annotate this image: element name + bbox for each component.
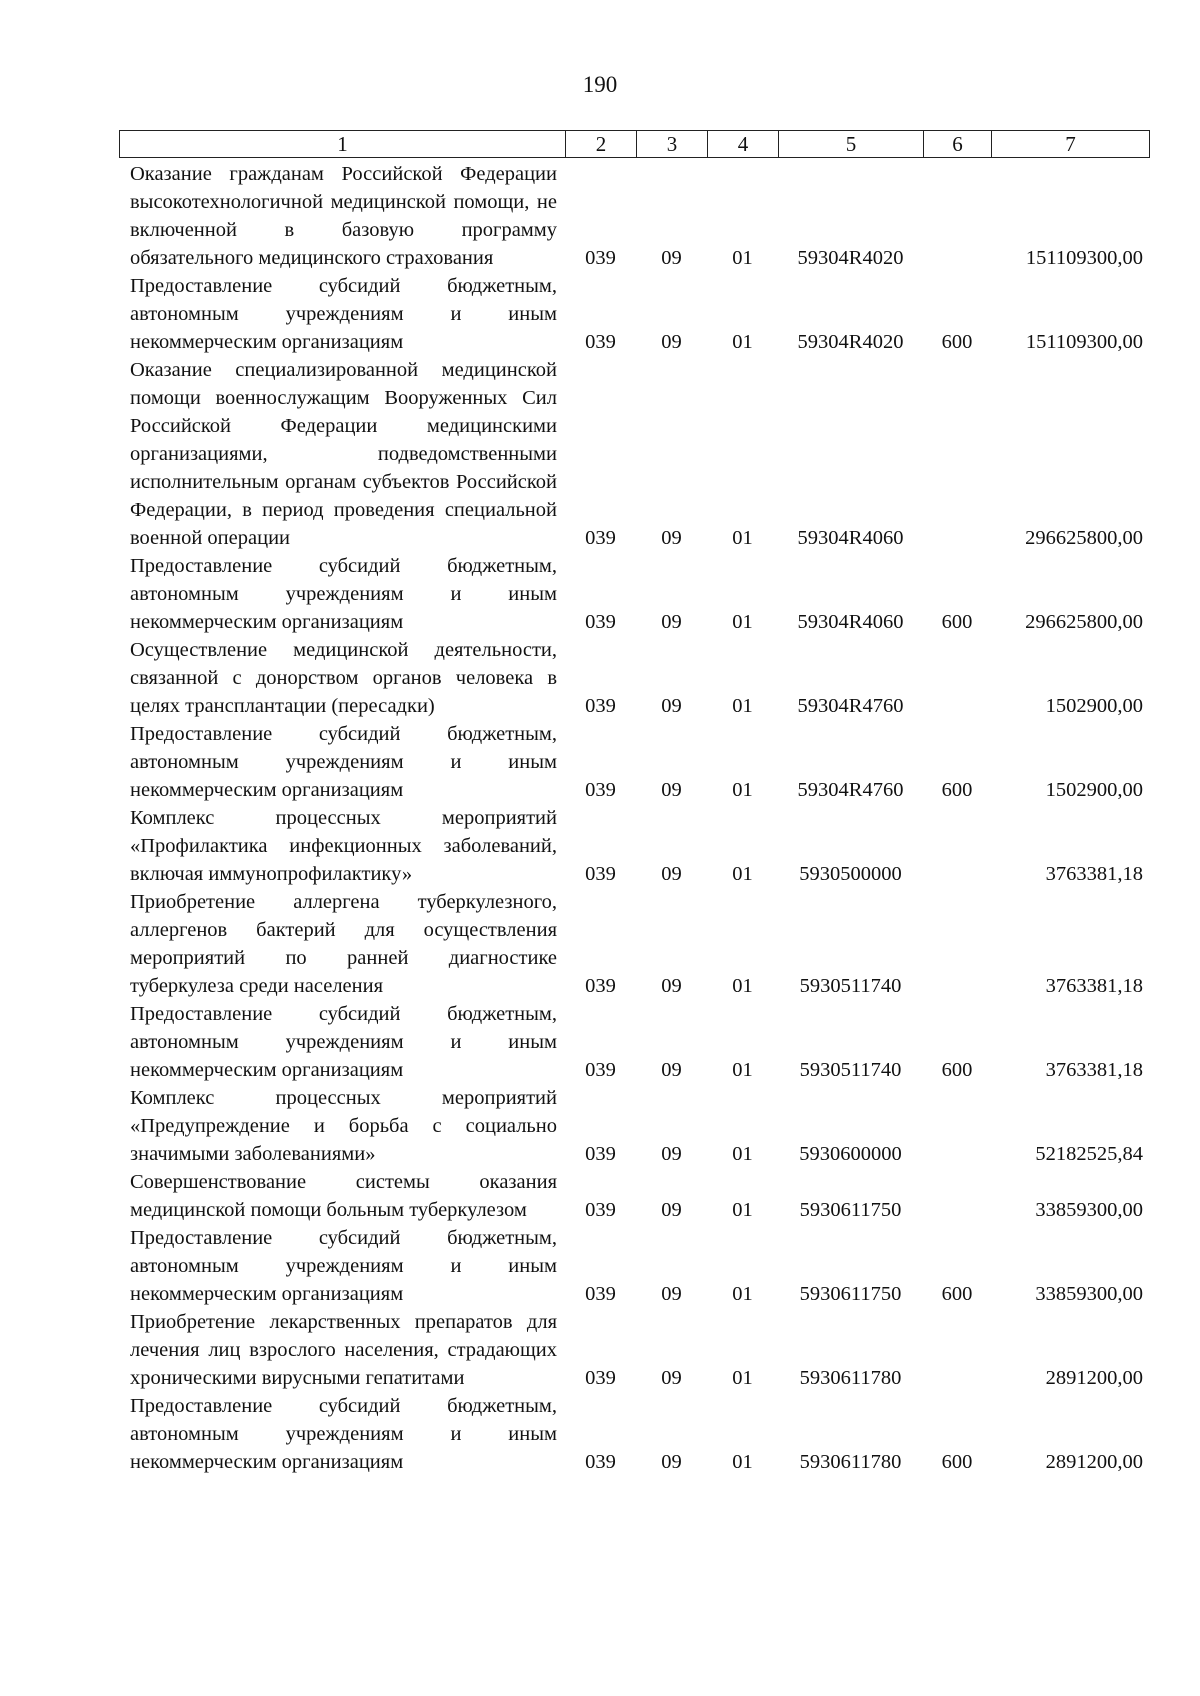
- row-name: Предоставление субсидий бюджетным, автономным учреждениям и иным некоммерческим организациям: [130, 555, 557, 633]
- row-grbs-code: 039: [585, 527, 616, 549]
- row-grbs-code: 039: [585, 779, 616, 801]
- row-subsection-code: 01: [732, 247, 753, 269]
- row-amount: 33859300,00: [1035, 1199, 1143, 1221]
- row-name: Предоставление субсидий бюджетным, автономным учреждениям и иным некоммерческим организациям: [130, 1003, 557, 1081]
- row-target-article: 5930611750: [799, 1283, 902, 1305]
- row-section-code: 09: [661, 863, 682, 885]
- row-subsection-code: 01: [732, 779, 753, 801]
- row-section-code: 09: [661, 527, 682, 549]
- row-section-code: 09: [661, 247, 682, 269]
- row-target-article: 59304R4760: [797, 695, 904, 717]
- row-section-code: 09: [661, 975, 682, 997]
- row-name: Предоставление субсидий бюджетным, автономным учреждениям и иным некоммерческим организациям: [130, 275, 557, 353]
- row-grbs-code: 039: [585, 611, 616, 633]
- row-amount: 296625800,00: [1025, 527, 1143, 549]
- row-subsection-code: 01: [732, 331, 753, 353]
- row-amount: 1502900,00: [1045, 695, 1143, 717]
- table-row: [119, 552, 1149, 636]
- row-section-code: 09: [661, 1283, 682, 1305]
- row-target-article: 5930611750: [799, 1199, 902, 1221]
- row-expense-type: [923, 160, 991, 272]
- table-header: [119, 130, 1150, 158]
- row-name: Оказание гражданам Российской Федерации высокотехнологичной медицинской помощи, не включенной в базовую программу обязательного медицинского страхования: [130, 163, 557, 269]
- row-name: Приобретение аллергена туберкулезного, аллергенов бактерий для осуществления мероприятий по ранней диагностике туберкулеза среди населения: [130, 891, 557, 997]
- header-col-2: 2: [566, 131, 637, 158]
- row-target-article: 59304R4020: [797, 247, 904, 269]
- row-target-article: 59304R4760: [797, 779, 904, 801]
- row-expense-type: [923, 1308, 991, 1392]
- row-expense-type: 600: [941, 331, 973, 353]
- row-amount: 1502900,00: [1045, 779, 1143, 801]
- row-name: Приобретение лекарственных препаратов для лечения лиц взрослого населения, страдающих хроническими вирусными гепатитами: [130, 1311, 557, 1389]
- row-expense-type: [923, 804, 991, 888]
- row-target-article: 5930600000: [799, 1143, 902, 1165]
- table-row: [119, 272, 1149, 356]
- table-row: [119, 1000, 1149, 1084]
- page-number: 190: [582, 72, 618, 97]
- header-col-3: 3: [637, 131, 708, 158]
- row-section-code: 09: [661, 1451, 682, 1473]
- row-section-code: 09: [661, 1143, 682, 1165]
- row-subsection-code: 01: [732, 863, 753, 885]
- table-row: [119, 1084, 1149, 1168]
- header-col-4: 4: [708, 131, 779, 158]
- table-row: [119, 636, 1149, 720]
- row-grbs-code: 039: [585, 1451, 616, 1473]
- row-section-code: 09: [661, 779, 682, 801]
- row-name: Совершенствование системы оказания медицинской помощи больным туберкулезом: [130, 1171, 557, 1221]
- row-expense-type: 600: [941, 1283, 973, 1305]
- header-col-1: 1: [120, 131, 566, 158]
- row-amount: 296625800,00: [1025, 611, 1143, 633]
- row-target-article: 59304R4020: [797, 331, 904, 353]
- row-name: Оказание специализированной медицинской помощи военнослужащим Вооруженных Сил Российской Федерации медицинскими организациями, подведомственными исполнительным органам субъектов Российской Федерации, в период проведения специальной военной операции: [130, 359, 557, 549]
- row-subsection-code: 01: [732, 1199, 753, 1221]
- row-amount: 151109300,00: [1025, 331, 1143, 353]
- row-target-article: 59304R4060: [797, 611, 904, 633]
- row-grbs-code: 039: [585, 695, 616, 717]
- row-amount: 52182525,84: [1035, 1143, 1143, 1165]
- table-row: [119, 804, 1149, 888]
- row-expense-type: [923, 356, 991, 552]
- row-grbs-code: 039: [585, 247, 616, 269]
- row-grbs-code: 039: [585, 1367, 616, 1389]
- row-name: Комплекс процессных мероприятий «Профилактика инфекционных заболеваний, включая иммунопрофилактику»: [130, 807, 557, 885]
- row-expense-type: [923, 888, 991, 1000]
- row-expense-type: [923, 1168, 991, 1224]
- row-grbs-code: 039: [585, 975, 616, 997]
- row-section-code: 09: [661, 1367, 682, 1389]
- table-row: [119, 1308, 1149, 1392]
- row-subsection-code: 01: [732, 611, 753, 633]
- table-row: [119, 888, 1149, 1000]
- row-expense-type: 600: [941, 779, 973, 801]
- table-row: [119, 1392, 1149, 1476]
- row-section-code: 09: [661, 695, 682, 717]
- row-amount: 3763381,18: [1045, 1059, 1143, 1081]
- row-grbs-code: 039: [585, 331, 616, 353]
- table-row: [119, 1168, 1149, 1224]
- table-row: [119, 356, 1149, 552]
- row-target-article: 5930611780: [799, 1367, 902, 1389]
- row-expense-type: 600: [941, 1451, 973, 1473]
- row-amount: 151109300,00: [1025, 247, 1143, 269]
- row-section-code: 09: [661, 331, 682, 353]
- row-section-code: 09: [661, 1199, 682, 1221]
- row-amount: 2891200,00: [1045, 1367, 1143, 1389]
- row-expense-type: [923, 636, 991, 720]
- row-target-article: 59304R4060: [797, 527, 904, 549]
- row-expense-type: 600: [941, 1059, 973, 1081]
- row-grbs-code: 039: [585, 1283, 616, 1305]
- row-subsection-code: 01: [732, 1059, 753, 1081]
- row-name: Предоставление субсидий бюджетным, автономным учреждениям и иным некоммерческим организациям: [130, 723, 557, 801]
- row-amount: 3763381,18: [1045, 863, 1143, 885]
- table-row: [119, 1224, 1149, 1308]
- row-grbs-code: 039: [585, 1059, 616, 1081]
- row-name: Предоставление субсидий бюджетным, автономным учреждениям и иным некоммерческим организациям: [130, 1227, 557, 1305]
- row-amount: 3763381,18: [1045, 975, 1143, 997]
- budget-table: [119, 160, 1149, 1476]
- header-col-6: 6: [924, 131, 992, 158]
- row-subsection-code: 01: [732, 527, 753, 549]
- table-row: [119, 720, 1149, 804]
- row-name: Комплекс процессных мероприятий «Предупреждение и борьба с социально значимыми заболеваниями»: [130, 1087, 557, 1165]
- row-section-code: 09: [661, 1059, 682, 1081]
- table-row: [119, 160, 1149, 272]
- row-amount: 2891200,00: [1045, 1451, 1143, 1473]
- row-subsection-code: 01: [732, 1367, 753, 1389]
- row-subsection-code: 01: [732, 1283, 753, 1305]
- row-name: Осуществление медицинской деятельности, связанной с донорством органов человека в целях трансплантации (пересадки): [130, 639, 557, 717]
- row-expense-type: [923, 1084, 991, 1168]
- row-grbs-code: 039: [585, 1143, 616, 1165]
- row-grbs-code: 039: [585, 863, 616, 885]
- header-col-7: 7: [992, 131, 1150, 158]
- row-subsection-code: 01: [732, 1143, 753, 1165]
- row-target-article: 5930511740: [799, 1059, 902, 1081]
- row-subsection-code: 01: [732, 695, 753, 717]
- row-target-article: 5930511740: [799, 975, 902, 997]
- row-subsection-code: 01: [732, 1451, 753, 1473]
- row-grbs-code: 039: [585, 1199, 616, 1221]
- row-subsection-code: 01: [732, 975, 753, 997]
- row-amount: 33859300,00: [1035, 1283, 1143, 1305]
- row-section-code: 09: [661, 611, 682, 633]
- header-col-5: 5: [779, 131, 924, 158]
- row-target-article: 5930611780: [799, 1451, 902, 1473]
- row-target-article: 5930500000: [799, 863, 902, 885]
- row-expense-type: 600: [941, 611, 973, 633]
- row-name: Предоставление субсидий бюджетным, автономным учреждениям и иным некоммерческим организациям: [130, 1395, 557, 1473]
